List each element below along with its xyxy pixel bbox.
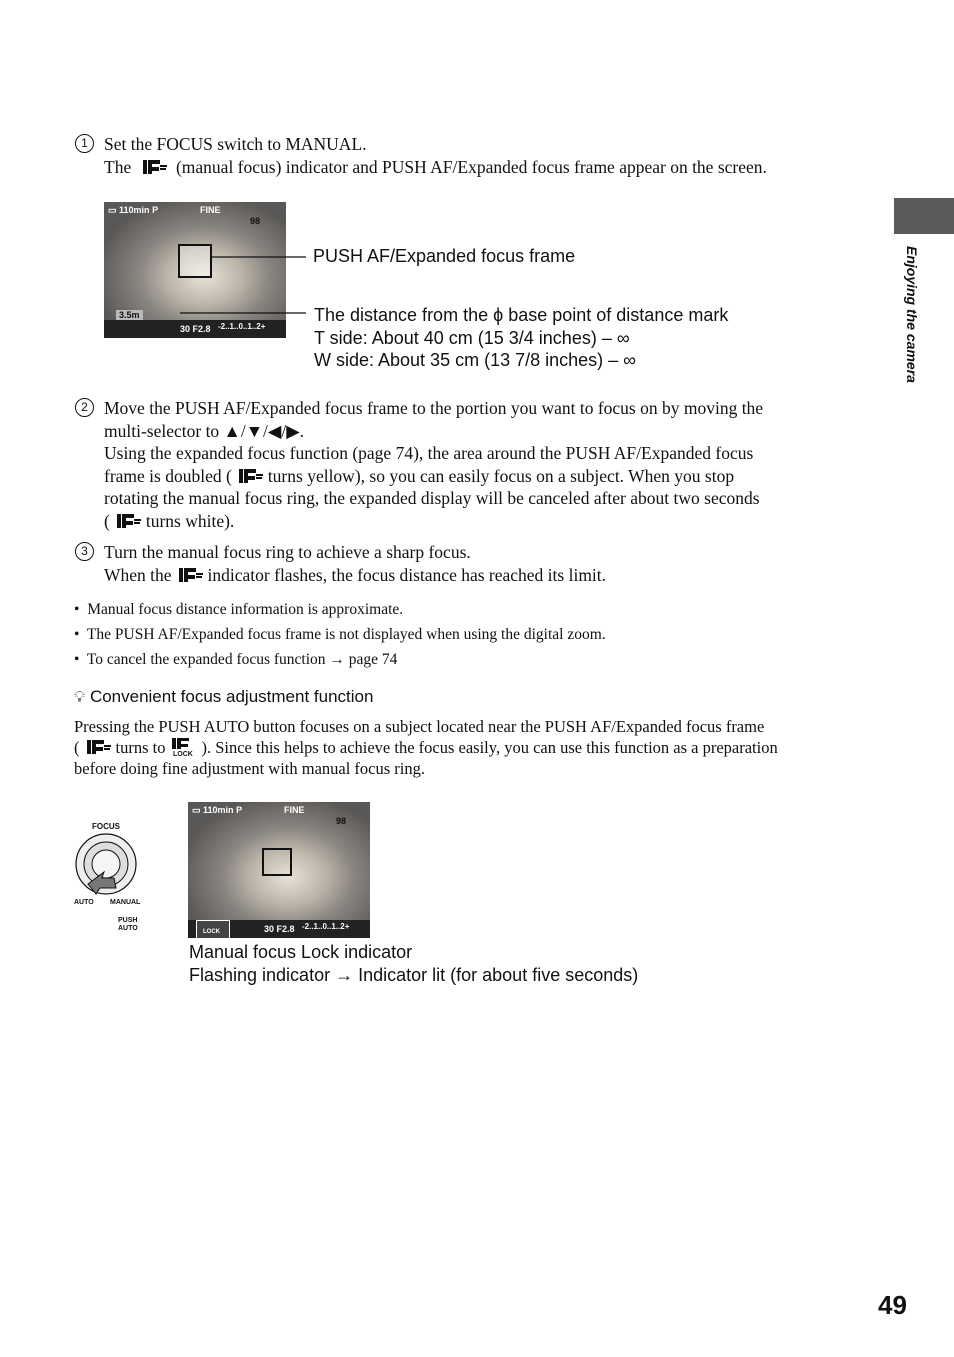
quality-indicator: FINE: [200, 205, 221, 215]
step2-text: Move the PUSH AF/Expanded focus frame to the portion you want to focus on by moving the multi-selector to ▲/▼/◀/▶. Using the expanded focus function (page 74), the area around the PUSH AF/Expanded focus frame is doubled ( turns yellow), so you can easily focus on a subject. When you stop rotating the manual focus ring, the expanded display will be canceled after about two seconds ( turns white).: [104, 398, 764, 531]
status-bar: [188, 920, 370, 938]
list-item: • To cancel the expanded focus function → page 74: [74, 651, 398, 668]
list-item: • The PUSH AF/Expanded focus frame is not displayed when using the digital zoom.: [74, 626, 606, 643]
svg-text:LOCK: LOCK: [173, 751, 194, 756]
step-number-1: 1: [75, 134, 94, 153]
ev-scale: -2..1..0..1..2+: [302, 922, 350, 931]
auto-label: AUTO: [74, 899, 94, 906]
manual-focus-icon: [140, 158, 168, 176]
manual-focus-icon: [176, 566, 204, 584]
arrow-right-icon: →: [335, 964, 354, 985]
step3-text: Turn the manual focus ring to achieve a sharp focus. When the indicator flashes, the focus distance has reached its limit.: [104, 542, 607, 585]
camera-screen-2: [188, 802, 370, 938]
notes-list: [74, 597, 606, 672]
tip-text: Pressing the PUSH AUTO button focuses on a subject located near the PUSH AF/Expanded focus frame ( turns to LOCK ). Since this helps to achieve the focus easily, you can use this function as a preparation before doing fine adjustment with manual focus ring.: [74, 717, 778, 778]
shot-count: 98: [250, 216, 261, 226]
focus-dial-icon: [74, 832, 142, 902]
manual-focus-icon: [114, 512, 142, 530]
step-number-3: 3: [75, 542, 94, 561]
focus-frame: [262, 848, 292, 876]
infinity-icon: ∞: [623, 350, 637, 371]
shot-count: 98: [336, 816, 347, 826]
infinity-icon: ∞: [616, 327, 630, 348]
focus-label: FOCUS: [92, 822, 120, 831]
focus-switch-diagram: [70, 820, 150, 935]
tip-heading: 💡︎ Convenient focus adjustment function: [74, 687, 374, 706]
quality-indicator: FINE: [284, 805, 305, 815]
manual-focus-icon: [84, 738, 112, 756]
callout-lines-1: [180, 245, 310, 325]
push-auto-label: AUTO: [118, 925, 138, 932]
section-tab: [894, 198, 954, 234]
distance-callout: The distance from the ϕ base point of distance mark T side: About 40 cm (15 3/4 inches) – ∞ W side: About 35 cm (13 7/8 inches) – ∞: [314, 305, 729, 371]
distance-readout: 3.5m: [116, 310, 143, 320]
distance-mark-icon: ϕ: [493, 305, 504, 325]
battery-indicator: ▭ 110min P: [108, 205, 159, 215]
section-label: Enjoying the camera: [904, 246, 920, 383]
exposure-readout: 30 F2.8: [180, 324, 211, 334]
ev-scale: -2..1..0..1..2+: [218, 322, 266, 331]
step1-text: Set the FOCUS switch to MANUAL. The (manual focus) indicator and PUSH AF/Expanded focus frame appear on the screen.: [104, 134, 767, 177]
exposure-readout: 30 F2.8: [264, 924, 295, 934]
battery-indicator: ▭ 110min P: [192, 805, 243, 815]
manual-label: MANUAL: [110, 899, 141, 906]
push-af-frame-label: PUSH AF/Expanded focus frame: [313, 246, 576, 266]
manual-focus-lock-icon: [196, 920, 230, 938]
manual-focus-lock-icon: [169, 738, 197, 756]
push-label: PUSH: [118, 917, 138, 924]
step-number-2: 2: [75, 398, 94, 417]
manual-focus-icon: [236, 467, 264, 485]
page-number: 49: [878, 1290, 907, 1320]
lock-label: LOCK: [203, 929, 220, 935]
lock-caption: Manual focus Lock indicator Flashing indicator → Indicator lit (for about five seconds): [189, 942, 639, 985]
list-item: • Manual focus distance information is approximate.: [74, 601, 404, 618]
lightbulb-icon: 💡︎: [74, 689, 86, 706]
